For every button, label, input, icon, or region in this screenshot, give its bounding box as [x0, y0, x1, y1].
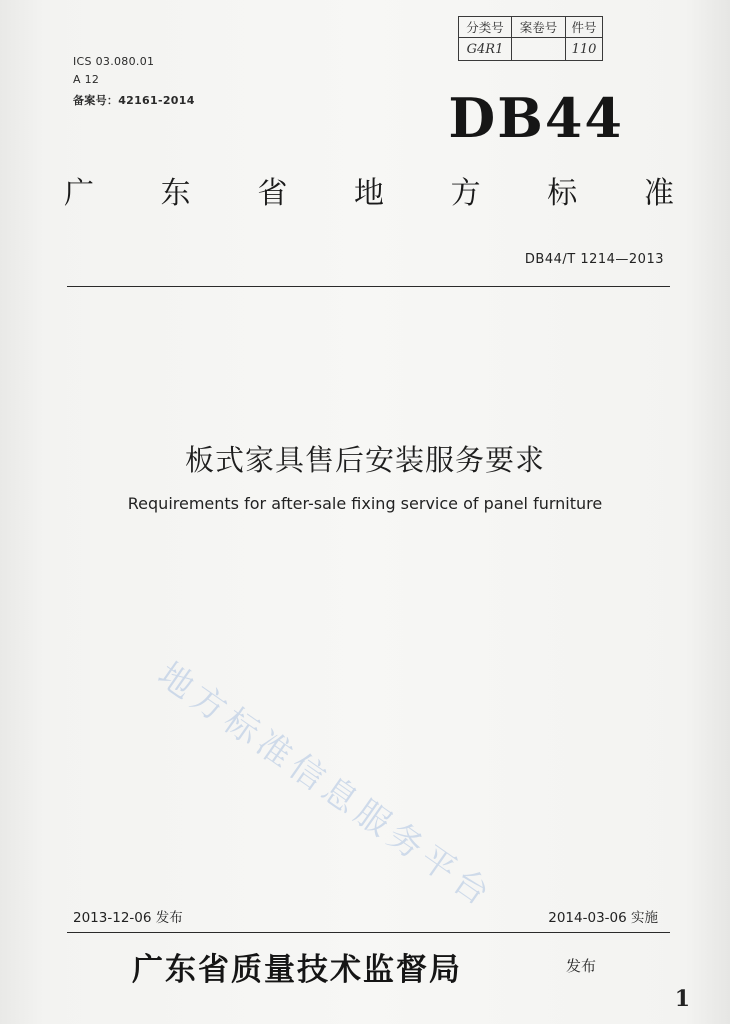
standard-type-char: 准 — [643, 176, 674, 211]
stamp-value-item: 110 — [566, 38, 603, 61]
issue-date: 2013-12-06 发布 — [73, 910, 183, 926]
ics-code: ICS 03.080.01 — [73, 55, 155, 68]
issuing-authority-suffix: 发布 — [566, 957, 597, 975]
stamp-value-file — [512, 38, 566, 61]
standard-number: DB44/T 1214—2013 — [524, 252, 664, 267]
standard-type-char: 方 — [450, 176, 481, 211]
issuing-authority: 广东省质量技术监督局 — [132, 952, 462, 988]
top-divider — [67, 286, 670, 287]
standard-type-char: 东 — [160, 176, 191, 211]
classification-code: A 12 — [73, 73, 100, 86]
standard-type-char: 省 — [257, 176, 288, 211]
implementation-date: 2014-03-06 实施 — [548, 910, 658, 926]
standard-type-char: 广 — [64, 176, 94, 211]
watermark-text: 地方标准信息服务平台 — [150, 654, 502, 917]
page-number: 1 — [674, 986, 690, 1012]
stamp-header-item: 件号 — [566, 17, 603, 38]
stamp-header-category: 分类号 — [459, 17, 512, 38]
document-title-english: Requirements for after-sale fixing service of panel furniture — [127, 494, 603, 513]
standard-type-heading — [64, 168, 674, 212]
record-number: 备案号：42161-2014 — [73, 94, 195, 107]
stamp-header-file: 案卷号 — [512, 17, 566, 38]
standard-type-char: 标 — [547, 176, 578, 211]
document-title-chinese: 板式家具售后安装服务要求 — [184, 443, 545, 477]
archive-stamp-box — [458, 16, 603, 61]
standard-code-logo: DB44 — [448, 86, 624, 150]
bottom-divider — [67, 932, 670, 933]
stamp-value-category: G4R1 — [459, 38, 512, 61]
standard-type-char: 地 — [353, 176, 384, 211]
